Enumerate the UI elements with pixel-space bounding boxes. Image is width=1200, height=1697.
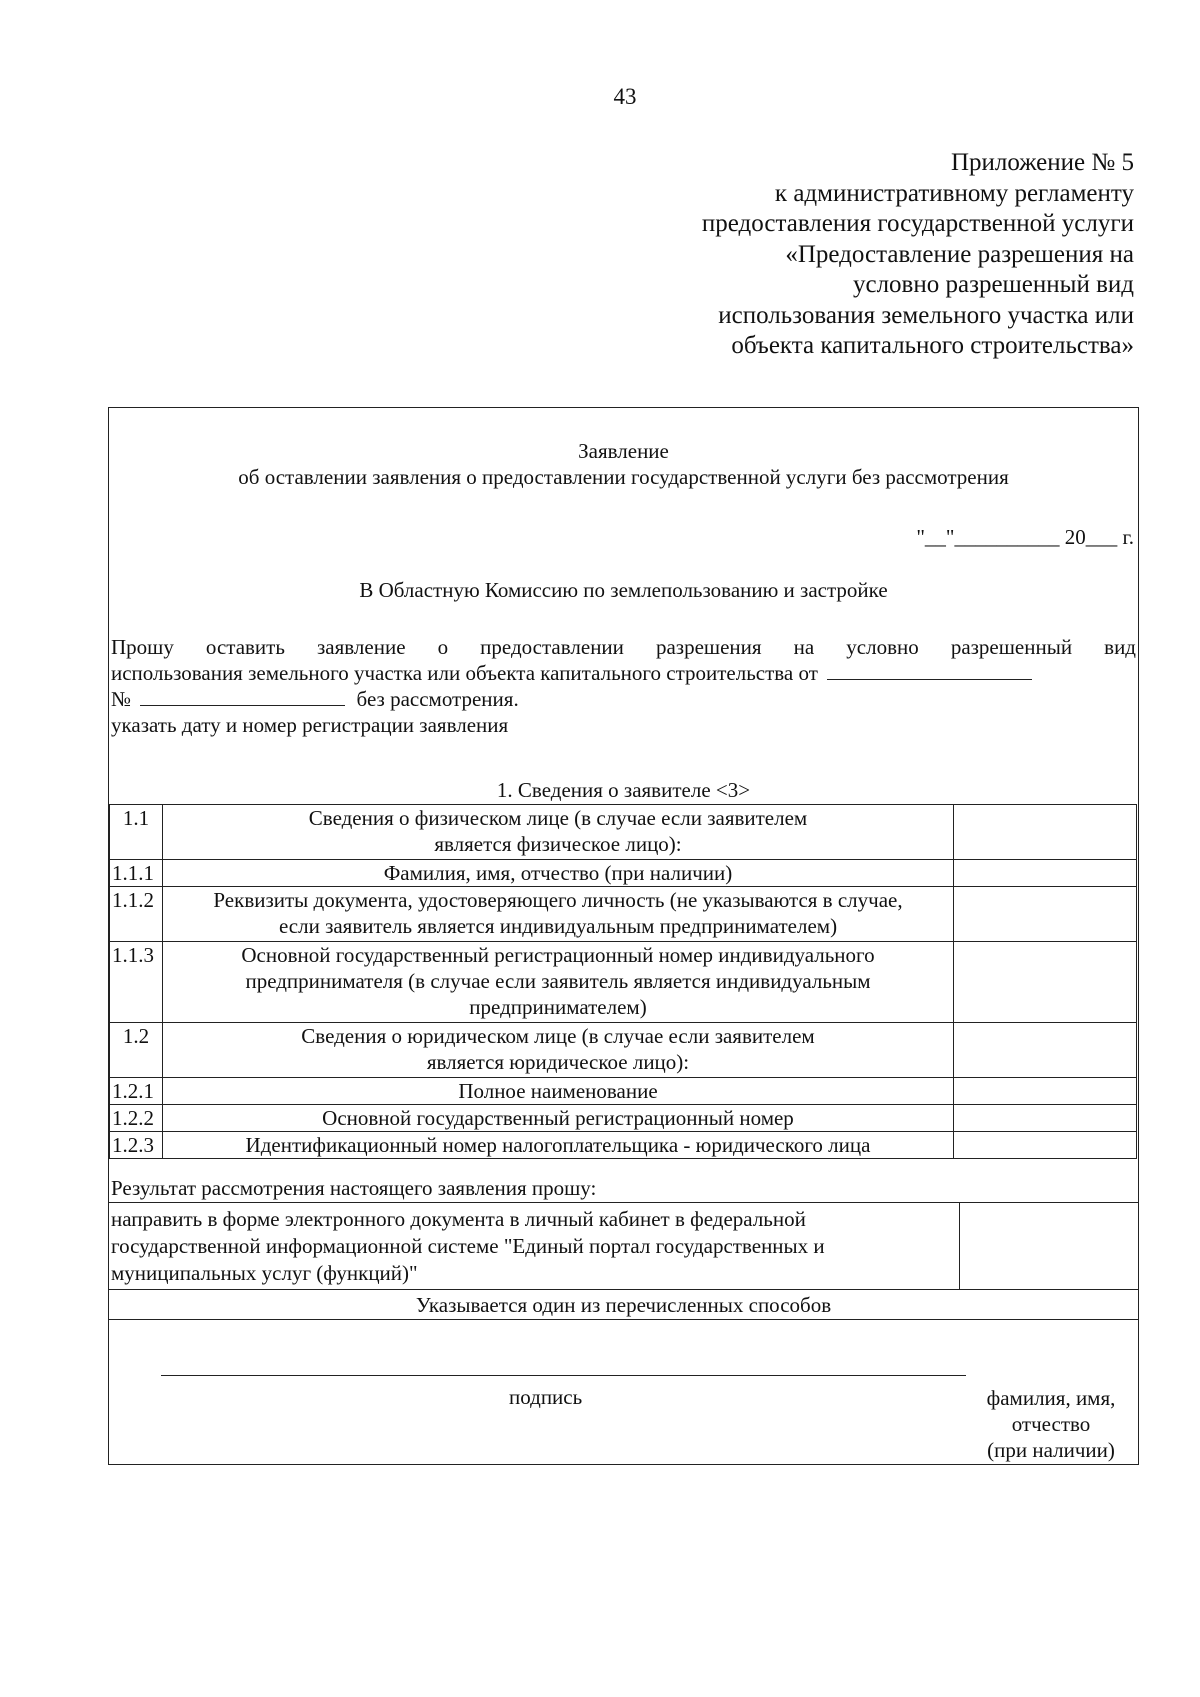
- date-line[interactable]: "__"__________ 20___ г.: [916, 525, 1134, 549]
- row-value-field[interactable]: [954, 1023, 1137, 1078]
- request-line-3-text: без рассмотрения.: [356, 687, 519, 711]
- appendix-line: к административному регламенту: [774, 179, 1134, 207]
- form-title: Заявление: [578, 439, 669, 463]
- method-note: Указывается один из перечисленных способов: [415, 1293, 832, 1317]
- name-label-line: (при наличии): [987, 1438, 1115, 1462]
- signature-label: подпись: [509, 1385, 583, 1409]
- request-number-field[interactable]: [140, 687, 345, 706]
- request-line-1: Прошу оставить заявление о предоставлении разрешения на условно разрешенный вид: [111, 635, 1136, 659]
- appendix-header: [574, 148, 1134, 362]
- row-number: 1.1: [110, 805, 163, 860]
- name-label: [976, 1385, 1126, 1463]
- table-row: [110, 860, 1137, 887]
- row-label: Идентификационный номер налогоплательщика - юридического лица: [163, 1132, 954, 1159]
- row-number: 1.1.2: [110, 887, 163, 942]
- row-label: Фамилия, имя, отчество (при наличии): [163, 860, 954, 887]
- row-value-field[interactable]: [954, 805, 1137, 860]
- row-number: 1.2.1: [110, 1078, 163, 1105]
- appendix-line: использования земельного участка или: [718, 301, 1134, 329]
- row-value-field[interactable]: [954, 1132, 1137, 1159]
- row-label: Полное наименование: [163, 1078, 954, 1105]
- result-label: Результат рассмотрения настоящего заявления прошу:: [111, 1176, 597, 1200]
- request-line-2: [111, 661, 1136, 686]
- table-row: [110, 1078, 1137, 1105]
- appendix-line: Приложение № 5: [950, 149, 1134, 176]
- divider: [959, 1202, 960, 1289]
- row-label: [163, 942, 954, 1023]
- divider: [109, 1289, 1138, 1290]
- row-value-field[interactable]: [954, 942, 1137, 1023]
- page-number: 43: [613, 84, 637, 109]
- appendix-line: объекта капитального строительства»: [731, 332, 1134, 359]
- row-label: [163, 1023, 954, 1078]
- row-number: 1.1.1: [110, 860, 163, 887]
- request-line-2-text: использования земельного участка или объекта капитального строительства от: [111, 661, 818, 685]
- row-number: 1.2.2: [110, 1105, 163, 1132]
- row-label-text: Реквизиты документа, удостоверяющего личность (не указываются в случае, если заявитель является индивидуальным предпринимателем): [213, 888, 903, 938]
- divider: [109, 1202, 1138, 1203]
- form-subtitle: об оставлении заявления о предоставлении государственной услуги без рассмотрения: [238, 465, 1009, 489]
- row-number: 1.1.3: [110, 942, 163, 1023]
- divider: [109, 1319, 1138, 1320]
- appendix-line: предоставления государственной услуги: [701, 210, 1134, 237]
- table-row: [110, 805, 1137, 860]
- request-hint: указать дату и номер регистрации заявления: [111, 713, 509, 737]
- name-label-line: отчество: [1011, 1412, 1091, 1436]
- result-option-checkbox[interactable]: [961, 1204, 1137, 1288]
- appendix-line: условно разрешенный вид: [852, 271, 1134, 298]
- row-label-text: Сведения о физическом лице (в случае если заявителем является физическое лицо):: [308, 806, 808, 856]
- row-label: [163, 805, 954, 860]
- section-title: 1. Сведения о заявителе <3>: [496, 778, 751, 802]
- request-date-field[interactable]: [827, 661, 1032, 680]
- request-line-3: [111, 687, 1136, 712]
- row-number: 1.2: [110, 1023, 163, 1078]
- row-label: Основной государственный регистрационный номер: [163, 1105, 954, 1132]
- row-number: 1.2.3: [110, 1132, 163, 1159]
- table-row: [110, 1132, 1137, 1159]
- row-label: [163, 887, 954, 942]
- row-value-field[interactable]: [954, 860, 1137, 887]
- application-form: [108, 407, 1139, 1465]
- signature-line[interactable]: [161, 1375, 966, 1376]
- name-label-line: фамилия, имя,: [986, 1386, 1116, 1410]
- appendix-line: «Предоставление разрешения на: [785, 240, 1134, 268]
- result-option: направить в форме электронного документа в личный кабинет в федеральной государственной информационной системе "Единый портал государственных и муниципальных услуг (функций)": [111, 1207, 825, 1285]
- table-row: [110, 887, 1137, 942]
- request-number-label: №: [111, 687, 132, 711]
- applicant-details-table: [109, 804, 1137, 1159]
- row-label-text: Сведения о юридическом лице (в случае если заявителем является юридическое лицо):: [301, 1024, 815, 1074]
- row-value-field[interactable]: [954, 1105, 1137, 1132]
- table-row: [110, 942, 1137, 1023]
- table-row: [110, 1105, 1137, 1132]
- row-value-field[interactable]: [954, 887, 1137, 942]
- addressee: В Областную Комиссию по землепользованию и застройке: [359, 578, 888, 602]
- row-label-text: Основной государственный регистрационный номер индивидуального предпринимателя (в случае если заявитель является индивидуальным предпринимателем): [241, 943, 875, 1019]
- row-value-field[interactable]: [954, 1078, 1137, 1105]
- table-row: [110, 1023, 1137, 1078]
